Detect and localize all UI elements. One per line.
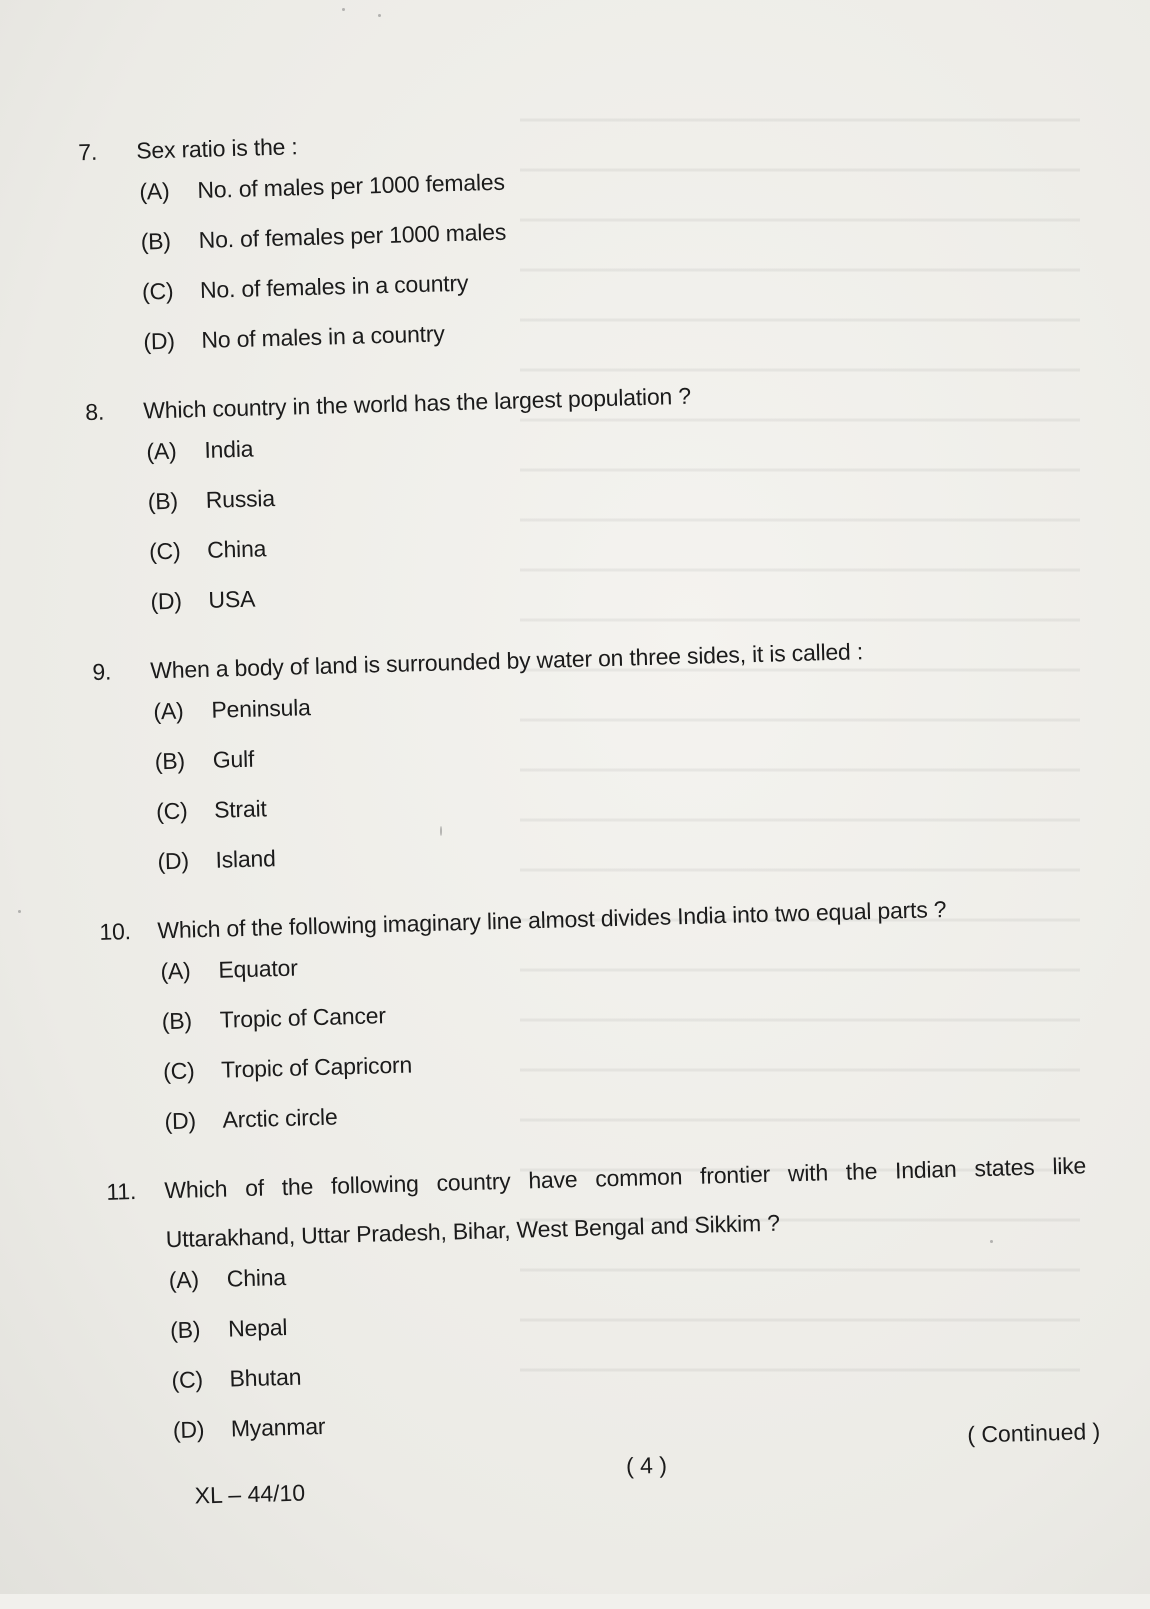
question-text: Sex ratio is the : xyxy=(135,133,298,164)
question-9 xyxy=(92,633,1078,900)
question-11-options xyxy=(168,1242,1093,1467)
question-text: Which country in the world has the largest population ? xyxy=(142,382,692,424)
option-text: Arctic circle xyxy=(222,1103,338,1133)
question-11-stem xyxy=(106,1152,1086,1205)
option-text: No. of males per 1000 females xyxy=(197,168,506,203)
paper-code: XL – 44/10 xyxy=(194,1479,306,1509)
option-text: China xyxy=(206,535,267,563)
continued-label: ( Continued ) xyxy=(966,1418,1101,1448)
option-key: (C) xyxy=(155,797,188,825)
option-key: (B) xyxy=(161,1007,193,1035)
option-text: No. of females per 1000 males xyxy=(198,218,507,253)
option-text: India xyxy=(204,435,254,463)
question-10 xyxy=(99,892,1085,1159)
option-key: (C) xyxy=(171,1366,204,1394)
option-text: China xyxy=(226,1263,287,1292)
option-text: Tropic of Capricorn xyxy=(220,1051,413,1083)
option-text: Island xyxy=(215,845,277,873)
question-10-options xyxy=(160,933,1085,1158)
option-text: Strait xyxy=(213,795,267,823)
option-key: (A) xyxy=(168,1266,200,1294)
option-key: (A) xyxy=(160,957,191,985)
question-number: 8. xyxy=(84,398,105,426)
option-key: (D) xyxy=(157,847,190,875)
question-number: 10. xyxy=(99,918,132,945)
option-key: (B) xyxy=(147,487,179,515)
option-text: Tropic of Cancer xyxy=(219,1002,387,1033)
option-text: Peninsula xyxy=(211,694,311,723)
option-key: (A) xyxy=(146,437,177,465)
option-key: (C) xyxy=(141,277,174,305)
question-7-options xyxy=(139,154,1064,379)
question-number: 11. xyxy=(106,1178,137,1205)
option-key: (B) xyxy=(169,1316,201,1344)
option-key: (D) xyxy=(164,1107,197,1135)
option-text: No. of females in a country xyxy=(199,269,469,303)
scan-speck xyxy=(18,910,21,913)
option-key: (B) xyxy=(140,227,172,255)
question-number: 9. xyxy=(92,658,112,686)
question-7 xyxy=(78,113,1064,380)
option-text: Equator xyxy=(218,954,298,983)
option-text: Bhutan xyxy=(229,1363,302,1392)
option-text: USA xyxy=(208,585,256,613)
page-number: ( 4 ) xyxy=(625,1451,668,1479)
option-text: Russia xyxy=(205,485,276,513)
option-key: (D) xyxy=(143,327,176,355)
question-text: Which of the following country have common frontier with the Indian states like xyxy=(164,1152,1087,1204)
question-8-options xyxy=(146,414,1071,639)
scan-speck xyxy=(342,8,345,11)
option-key: (C) xyxy=(148,537,181,565)
option-key: (D) xyxy=(172,1416,205,1444)
option-key: (A) xyxy=(139,177,170,205)
question-text: When a body of land is surrounded by water on three sides, it is called : xyxy=(149,638,864,684)
scan-speck xyxy=(378,14,381,17)
question-11 xyxy=(106,1152,1093,1468)
scan-speck xyxy=(990,1240,993,1243)
option-text: Gulf xyxy=(212,745,255,773)
question-9-options xyxy=(153,673,1078,898)
question-text: Which of the following imaginary line almost divides India into two equal parts ? xyxy=(157,896,947,944)
question-number: 7. xyxy=(77,138,98,166)
option-key: (B) xyxy=(154,747,186,775)
option-text: Nepal xyxy=(227,1313,288,1342)
option-key: (D) xyxy=(150,587,183,615)
scan-speck xyxy=(440,826,442,836)
option-text: No of males in a country xyxy=(201,320,445,353)
option-key: (C) xyxy=(162,1057,195,1085)
option-text: Myanmar xyxy=(230,1412,326,1442)
option-key: (A) xyxy=(153,697,184,725)
question-8 xyxy=(85,373,1071,640)
question-text-continued: Uttarakhand, Uttar Pradesh, Bihar, West Bengal and Sikkim ? xyxy=(165,1209,781,1253)
